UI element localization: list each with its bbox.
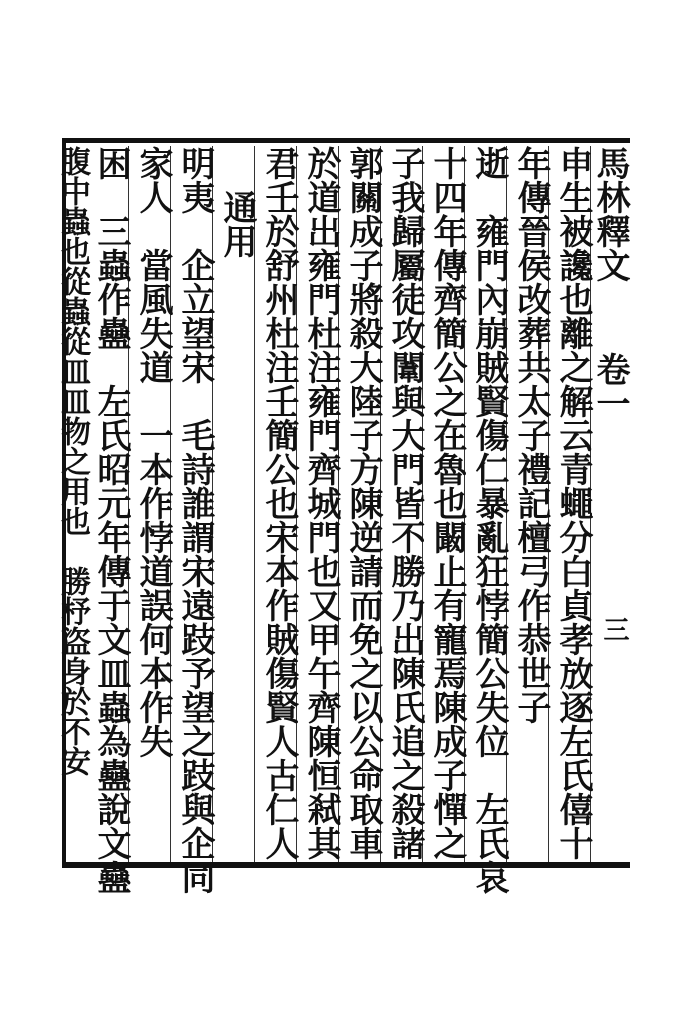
text-column-9: 通用 [217, 190, 257, 258]
book-title: 馬林釋文 [590, 146, 630, 282]
text-column-11: 家人 當風失道 一本作悖道誤何本作失 [133, 146, 173, 758]
text-column-13: 腹中蟲也從蟲從皿皿物之用也 勝杼盜身於不安 [55, 146, 90, 776]
page-header [590, 146, 630, 642]
text-column-10: 明夷 企立望宋 毛詩誰謂宋遠跂予望之跂與企同 [175, 146, 215, 894]
juan-label: 卷一 [590, 352, 630, 420]
page-number: 三 [599, 616, 629, 642]
text-column-7: 於道出雍門杜注雍門齊城門也又甲午齊陳恒弒其 [301, 146, 341, 860]
text-column-5: 子我歸屬徒攻闈與大門皆不勝乃出陳氏追之殺諸 [385, 146, 425, 860]
text-column-1: 申生被讒也離之解云青蠅分白貞孝放逐左氏僖十 [553, 146, 593, 860]
text-column-6: 郭關成子將殺大陸子方陳逆請而免之以公命取車 [343, 146, 383, 860]
text-column-3: 逝 雍門內崩賊賢傷仁暴亂狂悖簡公失位 左氏哀 [469, 146, 509, 894]
text-column-4: 十四年傳齊簡公之在魯也闞止有寵焉陳成子憚之 [427, 146, 467, 860]
text-column-2: 年傳晉侯改葬共太子禮記檀弓作恭世子 [511, 146, 551, 724]
text-column-12: 困 三蟲作蠱 左氏昭元年傳于文皿蟲為蠱說文蠱 [91, 146, 131, 894]
text-column-8: 君壬於舒州杜注壬簡公也宋本作賊傷賢人古仁人 [259, 146, 299, 860]
